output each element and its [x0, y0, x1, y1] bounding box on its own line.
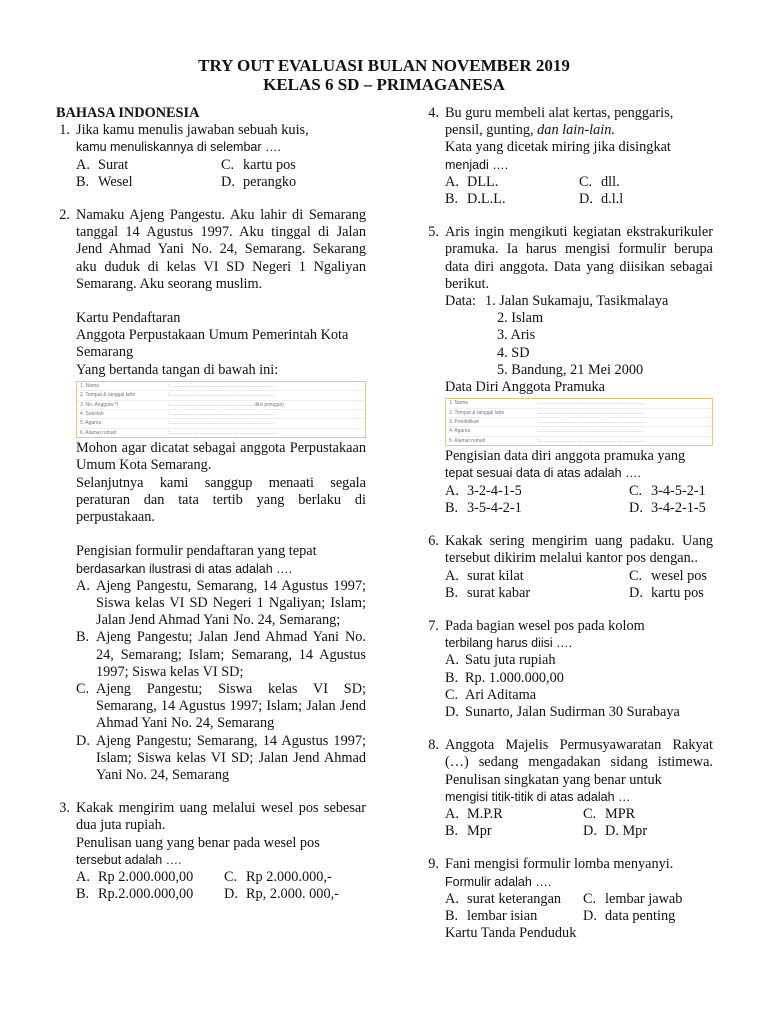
option-text: Ajeng Pangestu; Jalan Jend Ahmad Yani No. 24, Semarang; Islam; Semarang, 14 Agustus 1997; Siswa kelas VI SD;	[96, 629, 366, 680]
option-c	[629, 568, 713, 585]
form-field-value: :………………………………………………………	[537, 437, 644, 444]
form-row	[77, 410, 365, 419]
question-text: Bu guru membeli alat kertas, penggaris, pensil, gunting,	[445, 105, 674, 139]
option-letter: D.	[583, 823, 597, 840]
option-d	[583, 823, 713, 840]
question-stem: tepat sesuai data di atas adalah ….	[445, 466, 641, 481]
card-text: Mohon agar dicatat sebagai anggota Perpustakaan Umum Kota Semarang.	[76, 440, 366, 474]
option-text: Ajeng Pangestu, Semarang, 14 Agustus 1997; Siswa kelas VI SD Negeri 1 Ngaliyan; Islam; Jalan Jend Ahmad Yani No. 24, Semarang;	[96, 577, 366, 629]
left-column	[48, 105, 366, 903]
question-number: 1.	[59, 122, 70, 139]
registration-form-image	[76, 381, 366, 438]
option-text: Rp. 1.000.000,00	[465, 669, 564, 686]
option-b	[76, 629, 366, 681]
option-letter: B.	[445, 907, 459, 924]
form-field-value: :………………………………………………………	[537, 428, 644, 435]
question-text: Fani mengisi formulir lomba menyanyi.	[445, 856, 674, 873]
form-field-value: :………………………………………………………	[168, 420, 275, 427]
option-d	[76, 733, 366, 785]
question-number: 2.	[59, 207, 70, 224]
card-text: Selanjutnya kami sanggup menaati segala peraturan dan tata tertib yang berlaku di perpustakaan.	[76, 474, 366, 526]
right-column	[417, 105, 713, 942]
option-a	[76, 578, 366, 630]
card-subtitle: Anggota Perpustakaan Umum Pemerintah Kota Semarang	[76, 327, 349, 361]
option-text: Mpr	[467, 823, 492, 840]
data-item: 1. Jalan Sukamaju, Tasikmalaya	[485, 293, 669, 310]
option-b	[445, 191, 579, 208]
option-b	[445, 670, 713, 687]
option-letter: B.	[76, 173, 90, 190]
option-extra: Kartu Tanda Penduduk	[445, 925, 577, 942]
form-row	[77, 429, 365, 437]
question-stem: Pengisian data diri anggota pramuka yang	[445, 448, 686, 465]
option-text: M.P.R	[467, 805, 503, 822]
option-c	[221, 157, 366, 174]
option-letter: D.	[629, 584, 643, 601]
option-text: 3-4-5-2-1	[651, 482, 706, 499]
option-text: lembar isian	[467, 907, 538, 924]
option-text: 3-4-2-1-5	[651, 499, 706, 516]
options	[445, 174, 713, 208]
option-text: DLL.	[467, 173, 499, 190]
option-text: lembar jawab	[605, 890, 683, 907]
option-text: Rp 2.000.000,-	[246, 868, 332, 885]
form-row	[446, 437, 712, 445]
options	[445, 483, 713, 517]
option-text: d.l.l	[601, 191, 624, 208]
question-number: 5.	[428, 224, 439, 241]
option-letter: C.	[76, 680, 90, 697]
question-text: Kakak mengirim uang melalui wesel pos sebesar dua juta rupiah.	[76, 800, 366, 834]
form-field-value: :………………………………………………………	[537, 400, 644, 407]
option-letter: A.	[445, 173, 459, 190]
question-number: 7.	[428, 617, 439, 634]
option-text: kartu pos	[243, 156, 296, 173]
option-letter: B.	[445, 499, 459, 516]
question-text: mengisi titik-titik di atas adalah …	[445, 789, 631, 804]
question-3	[48, 800, 366, 903]
option-letter: A.	[445, 805, 459, 822]
form-field-label: 6. Alamat rumah	[80, 429, 117, 436]
form-field-label: 2. Tempat & tanggal lahir	[80, 392, 136, 399]
form-title: Data Diri Anggota Pramuka	[445, 379, 606, 396]
options	[445, 652, 713, 721]
option-d	[629, 500, 713, 517]
italic-text: dan lain-lain.	[537, 122, 615, 139]
option-letter: A.	[76, 577, 90, 594]
option-c	[583, 891, 713, 908]
option-d	[445, 704, 713, 721]
data-label: Data:	[445, 293, 476, 310]
option-a	[445, 891, 583, 908]
option-text: surat keterangan	[467, 890, 562, 907]
question-5	[417, 224, 713, 517]
question-text: Kakak sering mengirim uang padaku. Uang tersebut dikirim melalui kantor pos dengan..	[445, 533, 713, 567]
question-text: Anggota Majelis Permusyawaratan Rakyat (…) sedang mengadakan sidang istimewa. Penulisan singkatan yang benar untuk	[445, 737, 713, 788]
question-text: Aris ingin mengikuti kegiatan ekstrakurikuler pramuka. Ia harus mengisi formulir berupa data diri anggota. Data yang diisikan sebagai berikut.	[445, 224, 713, 292]
question-6	[417, 533, 713, 602]
option-d	[221, 174, 366, 191]
options	[445, 568, 713, 602]
option-text: 3-2-4-1-5	[467, 482, 522, 499]
form-field-value: :………………………………………………………	[537, 419, 644, 426]
option-letter: D.	[445, 703, 459, 720]
pramuka-form-image	[445, 398, 713, 446]
form-field-label: 5. Alamat rumah	[449, 437, 486, 444]
question-number: 3.	[59, 800, 70, 817]
question-text: Formulir adalah ….	[445, 874, 552, 889]
option-c	[76, 681, 366, 733]
option-letter: B.	[445, 669, 459, 686]
option-c	[629, 483, 713, 500]
option-letter: B.	[445, 823, 459, 840]
question-text: kamu menuliskannya di selembar ….	[76, 140, 281, 155]
option-text: MPR	[605, 805, 636, 822]
option-letter: C.	[224, 868, 238, 885]
form-row	[446, 427, 712, 436]
title-line-2: KELAS 6 SD – PRIMAGANESA	[263, 75, 505, 94]
option-letter: C.	[583, 805, 597, 822]
option-b	[445, 500, 629, 517]
form-field-value: :………………………………………………………	[537, 409, 644, 416]
options	[76, 157, 366, 191]
question-9	[417, 856, 713, 942]
option-letter: D.	[579, 191, 593, 208]
question-text: Pada bagian wesel pos pada kolom	[445, 617, 645, 634]
option-letter: D.	[221, 173, 235, 190]
option-d	[583, 908, 713, 925]
question-2	[48, 207, 366, 784]
data-item: 3. Aris	[497, 327, 536, 344]
form-row	[77, 391, 365, 400]
question-text: tersebut adalah ….	[76, 852, 182, 867]
option-text: Rp 2.000.000,00	[98, 868, 194, 885]
option-text: D.L.L.	[467, 191, 506, 208]
question-number: 8.	[428, 737, 439, 754]
option-b	[445, 908, 583, 925]
section-heading	[48, 105, 366, 122]
option-b	[76, 174, 221, 191]
option-a	[76, 869, 224, 886]
form-row	[77, 382, 365, 391]
form-field-label: 3. Pendidikan	[449, 419, 480, 426]
form-field-label: 3. No. Anggota *)	[80, 401, 119, 408]
option-letter: B.	[76, 629, 90, 646]
data-item: 2. Islam	[497, 310, 544, 327]
option-letter: B.	[445, 584, 459, 601]
section-title: BAHASA INDONESIA	[56, 105, 200, 121]
question-4	[417, 105, 713, 208]
question-7	[417, 618, 713, 721]
option-text: Surat	[98, 156, 129, 173]
option-text: Ajeng Pangestu; Semarang, 14 Agustus 1997; Islam; Siswa kelas VI SD; Jalan Jend Ahmad Yani No. 24, Semarang	[96, 732, 366, 783]
form-row	[446, 418, 712, 427]
option-letter: D.	[224, 886, 238, 903]
option-text: Sunarto, Jalan Sudirman 30 Surabaya	[465, 703, 680, 720]
form-field-label: 2. Tempat & tanggal lahir	[449, 409, 505, 416]
option-a	[76, 157, 221, 174]
question-text: terbilang harus diisi ….	[445, 636, 573, 651]
question-number: 6.	[428, 533, 439, 550]
question-text: Jika kamu menulis jawaban sebuah kuis,	[76, 122, 309, 139]
option-b	[445, 823, 583, 840]
form-field-value: :………………………………………………………	[168, 429, 275, 436]
options	[76, 578, 366, 784]
form-field-label: 5. Agama	[80, 420, 102, 427]
option-b	[76, 886, 224, 903]
question-text: Penulisan uang yang benar pada wesel pos	[76, 834, 320, 851]
option-text: dll.	[601, 173, 620, 190]
form-field-value: :………………………………………………………	[168, 382, 275, 389]
form-field-value: :……………………………………………diisi petugas)	[168, 401, 284, 408]
option-b	[445, 585, 629, 602]
option-text: Ajeng Pangestu; Siswa kelas VI SD; Semarang, 14 Agustus 1997; Islam; Jalan Jend Ahmad Yani No. 24, Semarang	[96, 680, 366, 732]
question-number: 4.	[428, 105, 439, 121]
option-a	[445, 806, 583, 823]
option-text: Wesel	[98, 173, 133, 190]
options	[445, 806, 713, 840]
form-row	[77, 419, 365, 428]
data-item: 5. Bandung, 21 Mei 2000	[497, 361, 644, 378]
option-d	[224, 886, 366, 903]
title-line-1: TRY OUT EVALUASI BULAN NOVEMBER 2019	[198, 56, 570, 75]
option-letter: D.	[76, 732, 90, 749]
form-field-value: :………………………………………………………	[168, 411, 275, 418]
option-text: 3-5-4-2-1	[467, 499, 522, 516]
option-a	[445, 568, 629, 585]
option-letter: D.	[629, 499, 643, 516]
option-text: Ari Aditama	[465, 686, 537, 703]
option-text: D. Mpr	[605, 823, 648, 840]
question-number: 9.	[428, 856, 439, 873]
option-text: Rp, 2.000. 000,-	[246, 886, 339, 903]
form-field-value: :………………………………………………………	[168, 392, 275, 399]
option-letter: C.	[629, 567, 643, 584]
form-field-label: 1. Nama	[80, 382, 99, 389]
option-letter: D.	[583, 907, 597, 924]
option-letter: B.	[76, 886, 90, 903]
option-letter: A.	[445, 652, 459, 669]
question-text: Namaku Ajeng Pangestu. Aku lahir di Semarang tanggal 14 Agustus 1997. Aku tinggal di Jalan Jend Ahmad Yani No. 24, Semarang. Sekarang aku duduk di kelas VI SD Negeri 1 Ngaliyan Semarang. Aku seorang muslim.	[76, 207, 366, 292]
option-letter: A.	[76, 868, 90, 885]
option-letter: C.	[579, 173, 593, 190]
option-a	[445, 174, 579, 191]
option-text: surat kabar	[467, 584, 531, 601]
option-letter: A.	[76, 156, 90, 173]
option-letter: A.	[445, 890, 459, 907]
option-letter: A.	[445, 567, 459, 584]
option-d	[579, 191, 713, 208]
option-letter: C.	[221, 156, 235, 173]
form-field-label: 4. Agama	[449, 428, 471, 435]
card-title: Kartu Pendaftaran	[76, 310, 181, 327]
data-item: 4. SD	[497, 344, 530, 361]
data-list	[445, 310, 713, 379]
form-field-label: 4. Sekolah	[80, 411, 104, 418]
question-text: Kata yang dicetak miring jika disingkat	[445, 139, 671, 156]
option-letter: C.	[445, 686, 459, 703]
option-text: perangko	[243, 173, 297, 190]
form-row	[446, 399, 712, 408]
option-text: Satu juta rupiah	[465, 652, 556, 669]
option-text: data penting	[605, 907, 676, 924]
option-letter: C.	[629, 482, 643, 499]
question-1	[48, 122, 366, 191]
option-c	[445, 687, 713, 704]
option-letter: B.	[445, 191, 459, 208]
option-a	[445, 483, 629, 500]
card-text: Yang bertanda tangan di bawah ini:	[76, 361, 279, 378]
option-c	[579, 174, 713, 191]
option-letter: A.	[445, 482, 459, 499]
question-stem: berdasarkan ilustrasi di atas adalah ….	[76, 561, 293, 576]
options	[445, 891, 713, 925]
option-c	[224, 869, 366, 886]
option-d	[629, 585, 713, 602]
form-row	[77, 401, 365, 410]
question-8	[417, 737, 713, 840]
option-a	[445, 652, 713, 669]
question-stem: Pengisian formulir pendaftaran yang tepat	[76, 543, 317, 560]
form-field-label: 1. Nama	[449, 400, 468, 407]
option-text: Rp.2.000.000,00	[98, 886, 194, 903]
question-text: menjadi ….	[445, 157, 509, 172]
option-c	[583, 806, 713, 823]
form-row	[446, 409, 712, 418]
option-text: wesel pos	[651, 567, 707, 584]
option-text: surat kilat	[467, 567, 524, 584]
option-letter: C.	[583, 890, 597, 907]
options	[76, 869, 366, 903]
option-text: kartu pos	[651, 584, 704, 601]
